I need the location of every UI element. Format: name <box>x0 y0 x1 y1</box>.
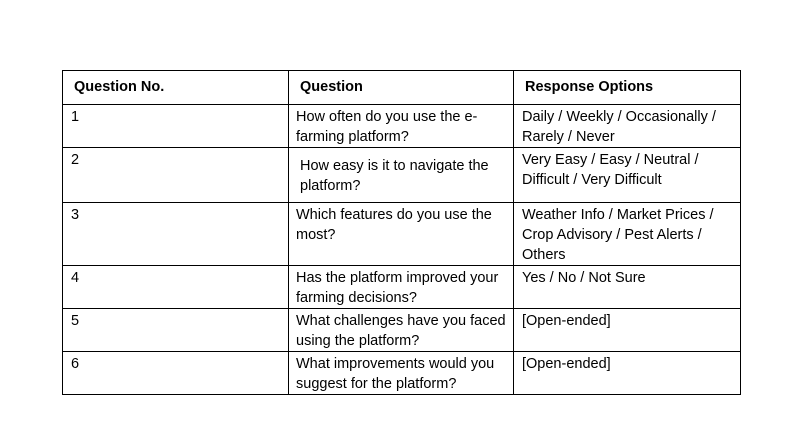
questionnaire-table <box>62 70 741 395</box>
question-number: 4 <box>63 266 289 309</box>
question-text: What challenges have you faced using the platform? <box>289 309 514 352</box>
response-options: Daily / Weekly / Occasionally / Rarely / Never <box>514 105 741 148</box>
table-row <box>63 309 741 352</box>
header-response-options: Response Options <box>514 71 741 105</box>
table-row <box>63 266 741 309</box>
table-row <box>63 203 741 266</box>
response-options: Very Easy / Easy / Neutral / Difficult / Very Difficult <box>514 148 741 203</box>
question-number: 6 <box>63 352 289 395</box>
question-text: How easy is it to navigate the platform? <box>289 148 514 203</box>
question-number: 2 <box>63 148 289 203</box>
table-row <box>63 352 741 395</box>
table-row <box>63 105 741 148</box>
header-question: Question <box>289 71 514 105</box>
question-number: 1 <box>63 105 289 148</box>
question-text: How often do you use the e-farming platform? <box>289 105 514 148</box>
question-text: Which features do you use the most? <box>289 203 514 266</box>
response-options: Yes / No / Not Sure <box>514 266 741 309</box>
question-text: Has the platform improved your farming decisions? <box>289 266 514 309</box>
table-row <box>63 148 741 203</box>
question-number: 5 <box>63 309 289 352</box>
table-header-row <box>63 71 741 105</box>
question-number: 3 <box>63 203 289 266</box>
header-question-no: Question No. <box>63 71 289 105</box>
response-options: [Open-ended] <box>514 309 741 352</box>
question-text: What improvements would you suggest for the platform? <box>289 352 514 395</box>
response-options: [Open-ended] <box>514 352 741 395</box>
response-options: Weather Info / Market Prices / Crop Advisory / Pest Alerts / Others <box>514 203 741 266</box>
